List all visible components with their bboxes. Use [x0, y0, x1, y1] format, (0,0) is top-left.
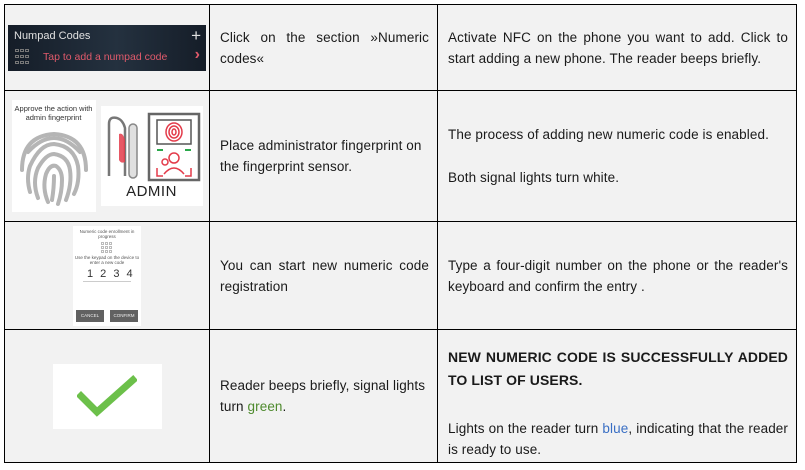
fingerprint-panel — [12, 100, 96, 212]
code-input: 1 2 3 4 — [87, 267, 135, 280]
numpad-codes-screenshot — [8, 25, 206, 71]
result-cell — [438, 222, 797, 330]
result-text: NEW NUMERIC CODE IS SUCCESSFULLY ADDED TO LIST OF USERS. Lights on the reader turn blue, indicating that the reader is ready to use. — [438, 332, 796, 460]
enrollment-dialog-screenshot — [73, 226, 141, 326]
image-cell — [5, 5, 210, 91]
admin-user-icon — [157, 153, 191, 176]
enrollment-instruction: Use the keypad on the device to enter a new code — [74, 254, 140, 265]
result-text: Type a four-digit number on the phone or the reader's keyboard and confirm the entry . — [448, 257, 788, 294]
fingerprint-icon — [12, 122, 96, 210]
table-row — [5, 91, 797, 222]
green-highlight: green — [247, 399, 283, 414]
blue-highlight: blue — [602, 421, 629, 436]
success-headline: NEW NUMERIC CODE IS SUCCESSFULLY ADDED TO LIST OF USERS. — [448, 349, 788, 388]
result-cell — [438, 330, 797, 463]
add-numpad-code-link: Tap to add a numpad code — [43, 50, 168, 63]
instruction-table — [4, 4, 797, 463]
image-cell — [5, 222, 210, 330]
action-cell — [210, 330, 438, 463]
table-row — [5, 222, 797, 330]
action-cell — [210, 222, 438, 330]
action-text: Click on the section »Numeric codes« — [220, 29, 429, 66]
action-text: Place administrator fingerprint on the fingerprint sensor. — [220, 138, 422, 174]
cancel-button: CANCEL — [76, 310, 104, 322]
action-cell — [210, 5, 438, 91]
keypad-icon — [15, 49, 29, 67]
image-cell — [5, 91, 210, 222]
action-text: You can start new numeric code registration — [220, 257, 429, 294]
table-row — [5, 5, 797, 91]
success-panel — [53, 364, 162, 429]
admin-label: ADMIN — [126, 183, 177, 200]
chevron-right-icon: › — [194, 45, 200, 63]
action-text: Reader beeps briefly, signal lights turn green. — [220, 378, 426, 414]
reader-device-icon — [101, 110, 203, 182]
image-cell — [5, 330, 210, 463]
result-text: The process of adding new numeric code is enabled. Both signal lights turn white. — [448, 127, 769, 185]
result-text: Activate NFC on the phone you want to add. Click to start adding a new phone. The reader beeps briefly. — [448, 29, 788, 66]
action-cell — [210, 91, 438, 222]
admin-reader-panel — [101, 106, 203, 206]
confirm-button: CONFIRM — [110, 310, 138, 322]
numpad-codes-title: Numpad Codes — [14, 29, 91, 42]
fingerprint-red-icon — [166, 123, 182, 141]
checkmark-icon — [77, 374, 137, 418]
result-cell — [438, 91, 797, 222]
table-row — [5, 330, 797, 463]
plus-icon: + — [191, 25, 201, 45]
enrollment-heading: Numeric code enrollment in progress — [79, 228, 135, 239]
result-cell — [438, 5, 797, 91]
fingerprint-caption: Approve the action with admin fingerprint — [14, 104, 93, 122]
keypad-icon — [101, 242, 113, 253]
